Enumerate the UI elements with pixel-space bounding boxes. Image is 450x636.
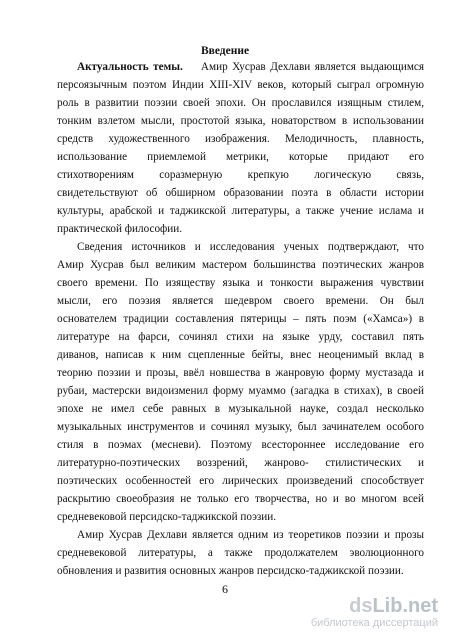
- paragraph-line: мысли, его поэзия является шедевром своего времени. Он был: [57, 295, 424, 307]
- paragraph-text: Амир Хусрав Дехлави является выдающимся: [200, 61, 424, 73]
- paragraph-line: музыкальных инструментов и сочинял музыку, был зачинателем особого: [57, 421, 424, 433]
- paragraph-line: средств художественного изображения. Мелодичность, плавность,: [57, 133, 424, 145]
- page-number: 6: [222, 582, 228, 596]
- paragraph-line: литературе на фарси, сочинял стихи на языке урду, составил пять: [57, 331, 424, 343]
- paragraph-line: использование приемлемой метрики, которые придают его: [57, 151, 424, 163]
- paragraph-line: Амир Хусрав Дехлави является одним из теоретиков поэзии и прозы: [77, 529, 424, 541]
- watermark: [311, 595, 438, 630]
- paragraph-line: средневековой литературы, а также продолжателем эволюционного: [57, 547, 424, 559]
- paragraph-line: Сведения источников и исследования ученых подтверждают, что: [77, 241, 424, 253]
- paragraph-line: поэтических особенностей его лирических произведений способствует: [57, 475, 424, 487]
- paragraph-line: [77, 58, 424, 76]
- paragraph-line: эпохе не имел себе равных в музыкальной науке, создал несколько: [57, 403, 424, 415]
- paragraph-line: раскрытию своеобразия не только его творчества, но и во многом всей: [57, 493, 424, 505]
- watermark-logo: dsLib.net: [349, 595, 438, 617]
- paragraph-line: литературно-поэтических воззрений, жанрово- стилистических и: [57, 457, 424, 469]
- paragraph-line: основателем традиции составления пятерицы – пять поэм («Хамса») в: [57, 313, 424, 325]
- paragraph-line: культуры, арабской и таджикской литературы, а также учение ислама и: [57, 205, 424, 217]
- paragraph-line: рубаи, мастерски видоизменил форму муаммо (загадка в стихах), в своей: [57, 385, 424, 397]
- paragraph-line: практической философии.: [57, 223, 183, 235]
- paragraph-line: свидетельствуют об обширном образовании поэта в области истории: [57, 187, 424, 199]
- paragraph-line: персоязычным поэтом Индии XIII-XIV веков, который сыграл огромную: [57, 79, 424, 91]
- paragraph-line: средневековой персидско-таджикской поэзии.: [57, 511, 277, 523]
- paragraph-line: тонким взлетом мысли, простотой языка, новаторством в использовании: [57, 115, 424, 127]
- paragraph-line: стихотворениям соразмерную крепкую логическую связь,: [57, 169, 424, 181]
- paragraph-line: теорию поэзии и прозы, ввёл новшества в жанровую форму мустазада и: [57, 367, 424, 379]
- paragraph-line: диванов, написав к ним сцепленные бейты, внес неоценимый вклад в: [57, 349, 424, 361]
- watermark-subtitle: библиотека диссертаций: [310, 617, 438, 629]
- paragraph-line: обновления и развития основных жанров персидско-таджикской поэзии.: [57, 565, 404, 577]
- paragraph-line: своего времени. По изяществу языка и тонкости выражения чувствии: [57, 277, 424, 289]
- paragraph-line: стиля в поэмах (месневи). Поэтому всестороннее исследование его: [57, 439, 424, 451]
- paragraph-line: роль в развитии поэзии своей эпохи. Он прославился изящным стилем,: [57, 97, 424, 109]
- section-heading: Введение: [200, 45, 250, 57]
- paragraph-line: Амир Хусрав был великим мастером большинства поэтических жанров: [57, 259, 424, 271]
- topic-relevance-label: Актуальность темы.: [77, 61, 183, 73]
